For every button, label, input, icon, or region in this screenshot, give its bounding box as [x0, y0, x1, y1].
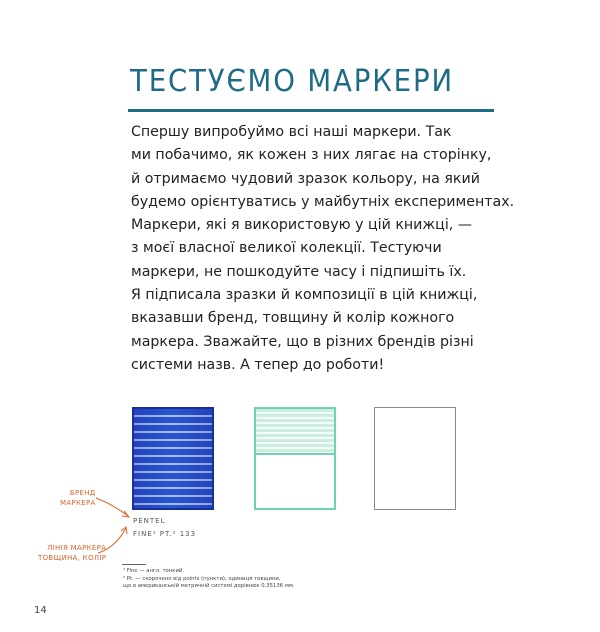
teal-marker-swatch	[254, 407, 336, 510]
line-arrow-head-icon	[121, 527, 127, 534]
body-line: й отримаємо чудовий зразок кольору, на який	[131, 170, 480, 187]
blue-marker-swatch	[132, 407, 214, 510]
line-callout	[38, 544, 106, 563]
line-callout-line2: ТОВЩИНА, КОЛІР	[38, 553, 107, 562]
body-line: Спершу випробуймо всі наші маркери. Так	[131, 124, 452, 140]
sample-brand-label: PENTEL	[133, 517, 166, 525]
page-number: 14	[34, 605, 47, 616]
body-paragraph	[131, 121, 515, 377]
footnote-rule	[122, 564, 146, 565]
body-line: Маркери, які я використовую у цій книжці, —	[131, 217, 472, 234]
body-line: ми побачимо, як кожен з них лягає на сторінку,	[131, 147, 492, 164]
brand-arrow-icon	[96, 498, 128, 516]
swatch-divider	[256, 453, 334, 455]
footnotes	[123, 568, 295, 591]
body-line: з моєї власної великої колекції. Тестуючи	[131, 240, 442, 257]
footnote-3: що в американській метричній системі дорівнює 0,35136 мм.	[123, 583, 295, 589]
brand-callout-line1: БРЕНД	[69, 489, 96, 497]
body-line: маркера. Зважайте, що в різних брендів різні	[131, 333, 474, 350]
body-line: Я підписала зразки й композиції в цій книжці,	[131, 287, 478, 304]
brand-arrow-head-icon	[122, 511, 129, 517]
body-line: будемо орієнтуватись у майбутніх експериментах.	[131, 193, 515, 210]
body-line: вказавши бренд, товщину й колір кожного	[131, 310, 455, 327]
body-line: системи назв. А тепер до роботи!	[131, 356, 385, 373]
title-underline	[128, 109, 494, 112]
footnote-1: ¹ Fine — англ. тонкий.	[123, 568, 185, 574]
page-title: ТЕСТУЄМО МАРКЕРИ	[130, 64, 454, 99]
brand-callout	[60, 489, 96, 508]
body-line: маркери, не пошкодуйте часу і підпишіть їх.	[131, 263, 467, 280]
blank-swatch	[374, 407, 456, 510]
sample-size-label: FINE¹ PT.² 133	[133, 530, 197, 538]
line-callout-line1: ЛІНІЯ МАРКЕРА	[47, 544, 107, 552]
footnote-2: ² Pt. — скорочено від points (пункти), одиниця товщини,	[123, 575, 281, 582]
brand-callout-line2: МАРКЕРА	[60, 498, 96, 507]
